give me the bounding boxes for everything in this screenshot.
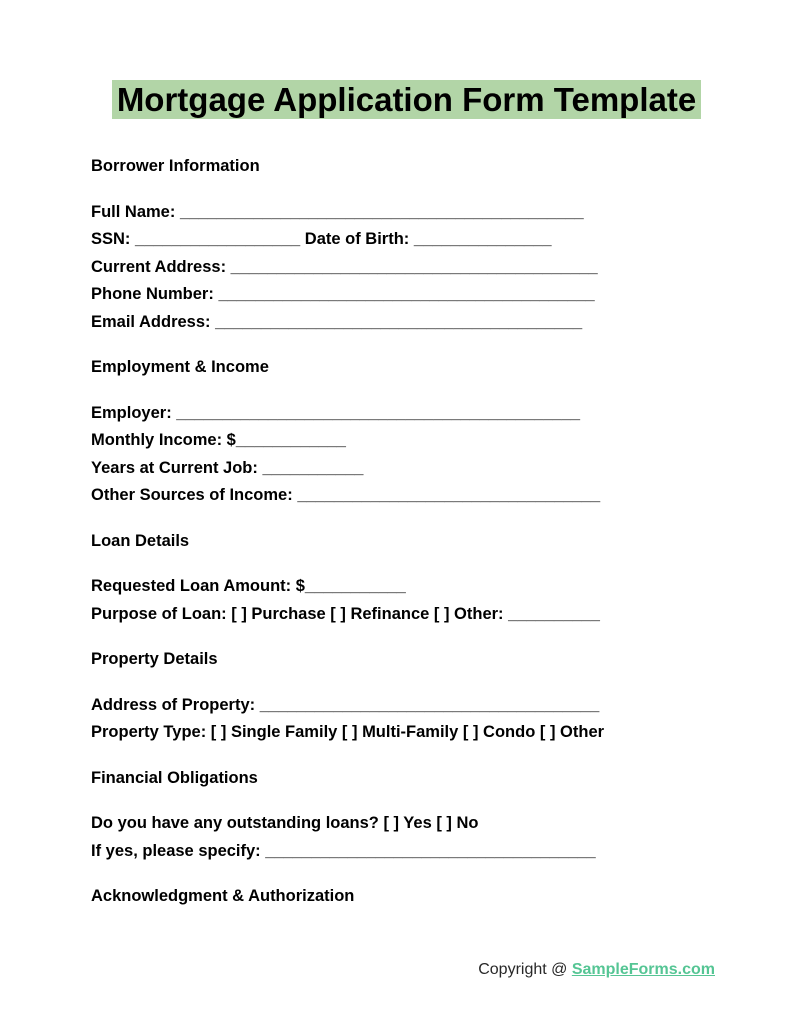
field-years-at-current-job xyxy=(91,455,722,483)
monthly-income-label: Monthly Income: $ xyxy=(91,431,236,449)
page-title xyxy=(91,80,722,120)
field-employer xyxy=(91,400,722,428)
phone-number-blank: _________________________________________ xyxy=(218,285,595,303)
outstanding-loans-label: Do you have any outstanding loans? [ ] Yes [ ] No xyxy=(91,814,479,832)
requested-loan-amount-label: Requested Loan Amount: $ xyxy=(91,577,305,595)
title-highlight: Mortgage Application Form Template xyxy=(112,80,701,119)
property-type-label: Property Type: [ ] Single Family [ ] Multi-Family [ ] Condo [ ] Other xyxy=(91,723,605,741)
field-address-of-property xyxy=(91,692,722,720)
field-email-address xyxy=(91,309,722,337)
years-at-current-job-label: Years at Current Job: xyxy=(91,458,258,477)
field-requested-loan-amount xyxy=(91,573,722,601)
field-phone-number xyxy=(91,281,722,309)
section-heading-property-details: Property Details xyxy=(91,650,218,668)
field-monthly-income xyxy=(91,427,722,455)
current-address-blank: ________________________________________ xyxy=(230,257,598,276)
field-full-name xyxy=(91,199,722,227)
requested-loan-amount-blank: ___________ xyxy=(304,577,406,595)
years-at-current-job-blank: ___________ xyxy=(262,458,364,477)
email-address-label: Email Address: xyxy=(91,312,211,331)
other-sources-of-income-blank: _________________________________ xyxy=(297,486,601,504)
purpose-of-loan-other-blank: __________ xyxy=(508,604,600,623)
field-property-type xyxy=(91,719,722,747)
field-if-yes-specify xyxy=(91,838,722,866)
ssn-blank: __________________ xyxy=(135,230,301,248)
current-address-label: Current Address: xyxy=(91,257,227,276)
address-of-property-label: Address of Property: xyxy=(91,695,256,714)
phone-number-label: Phone Number: xyxy=(91,285,214,303)
address-of-property-blank: _____________________________________ xyxy=(259,695,600,714)
field-outstanding-loans xyxy=(91,810,722,838)
email-address-blank: ________________________________________ xyxy=(215,312,583,331)
full-name-blank: ____________________________________________ xyxy=(179,202,584,221)
if-yes-specify-blank: ____________________________________ xyxy=(265,841,596,860)
copyright-text: Copyright @ xyxy=(478,961,568,978)
section-heading-financial-obligations: Financial Obligations xyxy=(91,768,258,787)
field-current-address xyxy=(91,254,722,282)
monthly-income-blank: ____________ xyxy=(235,431,346,449)
field-other-sources-of-income xyxy=(91,482,722,510)
section-heading-borrower-information: Borrower Information xyxy=(91,157,260,175)
section-heading-employment-income: Employment & Income xyxy=(91,358,269,376)
date-of-birth-blank: _______________ xyxy=(413,230,552,248)
employer-blank: ____________________________________________ xyxy=(176,403,581,422)
section-heading-acknowledgment-authorization: Acknowledgment & Authorization xyxy=(91,887,355,905)
employer-label: Employer: xyxy=(91,403,172,422)
ssn-label: SSN: xyxy=(91,230,131,248)
footer xyxy=(478,961,715,979)
field-ssn-dob xyxy=(91,226,722,254)
if-yes-specify-label: If yes, please specify: xyxy=(91,841,261,860)
sampleforms-link[interactable]: SampleForms.com xyxy=(571,961,715,978)
section-heading-loan-details: Loan Details xyxy=(91,531,190,550)
purpose-of-loan-label: Purpose of Loan: [ ] Purchase [ ] Refinance [ ] Other: xyxy=(91,604,504,623)
full-name-label: Full Name: xyxy=(91,202,176,221)
field-purpose-of-loan xyxy=(91,601,722,629)
date-of-birth-label: Date of Birth: xyxy=(304,230,410,248)
other-sources-of-income-label: Other Sources of Income: xyxy=(91,486,293,504)
